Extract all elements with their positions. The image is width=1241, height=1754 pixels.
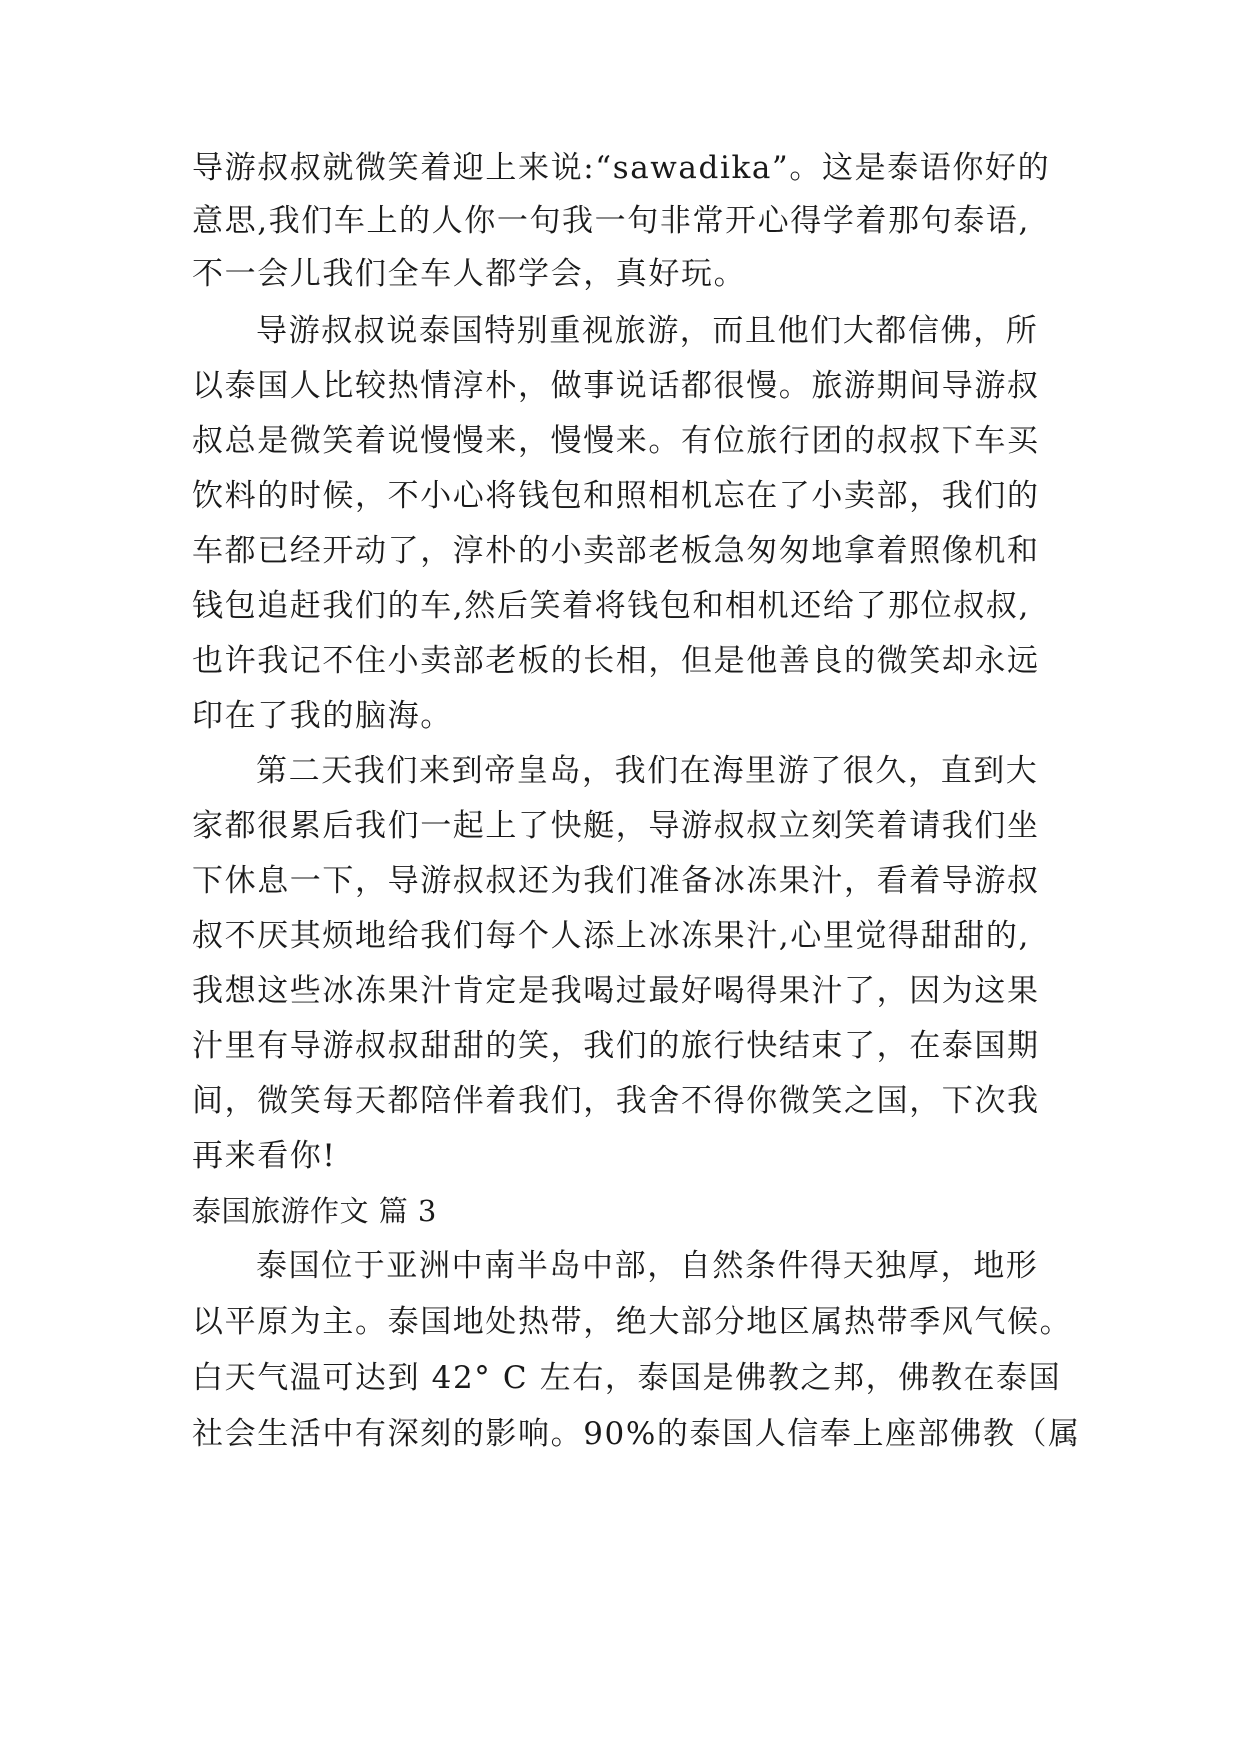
paragraph-line: 白天气温可达到 42° C 左右，泰国是佛教之邦，佛教在泰国 (192, 1360, 1062, 1396)
paragraph-line: 下休息一下，导游叔叔还为我们准备冰冻果汁，看着导游叔 (192, 863, 1040, 899)
paragraph-line: 意思,我们车上的人你一句我一句非常开心得学着那句泰语, (192, 203, 1030, 239)
paragraph-line: 汁里有导游叔叔甜甜的笑，我们的旅行快结束了，在泰国期 (192, 1028, 1040, 1064)
paragraph-line: 再来看你! (192, 1138, 337, 1174)
paragraph-line: 叔总是微笑着说慢慢来，慢慢来。有位旅行团的叔叔下车买 (192, 423, 1040, 459)
paragraph-line: 不一会儿我们全车人都学会，真好玩。 (192, 256, 747, 292)
paragraph-line: 第二天我们来到帝皇岛，我们在海里游了很久，直到大 (256, 753, 1039, 789)
paragraph-line: 印在了我的脑海。 (192, 698, 453, 734)
paragraph-line: 导游叔叔说泰国特别重视旅游，而且他们大都信佛，所 (256, 313, 1039, 349)
paragraph-line: 叔不厌其烦地给我们每个人添上冰冻果汁,心里觉得甜甜的, (192, 918, 1030, 954)
paragraph-line: 导游叔叔就微笑着迎上来说:“sawadika”。这是泰语你好的 (192, 150, 1051, 186)
paragraph-line: 以泰国人比较热情淳朴，做事说话都很慢。旅游期间导游叔 (192, 368, 1040, 404)
paragraph-line: 以平原为主。泰国地处热带，绝大部分地区属热带季风气候。 (192, 1304, 1073, 1340)
paragraph-line: 饮料的时候，不小心将钱包和照相机忘在了小卖部，我们的 (192, 478, 1040, 514)
section-heading: 泰国旅游作文 篇 3 (192, 1194, 437, 1228)
paragraph-line: 社会生活中有深刻的影响。90%的泰国人信奉上座部佛教（属 (192, 1416, 1081, 1452)
paragraph-line: 我想这些冰冻果汁肯定是我喝过最好喝得果汁了，因为这果 (192, 973, 1040, 1009)
paragraph-line: 间，微笑每天都陪伴着我们，我舍不得你微笑之国，下次我 (192, 1083, 1040, 1119)
paragraph-line: 车都已经开动了，淳朴的小卖部老板急匆匆地拿着照像机和 (192, 533, 1040, 569)
paragraph-line: 钱包追赶我们的车,然后笑着将钱包和相机还给了那位叔叔, (192, 588, 1030, 624)
paragraph-line: 也许我记不住小卖部老板的长相，但是他善良的微笑却永远 (192, 643, 1040, 679)
paragraph-line: 家都很累后我们一起上了快艇，导游叔叔立刻笑着请我们坐 (192, 808, 1040, 844)
paragraph-line: 泰国位于亚洲中南半岛中部，自然条件得天独厚，地形 (256, 1248, 1039, 1284)
